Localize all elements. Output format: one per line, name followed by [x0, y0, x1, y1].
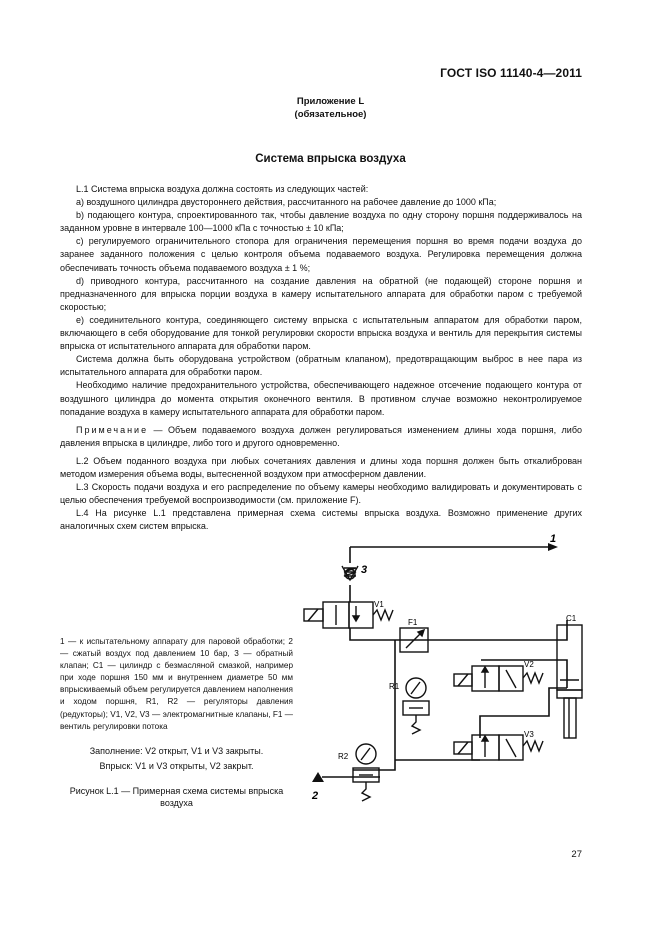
- regulator-r1: [403, 678, 429, 734]
- label-r1: R1: [389, 682, 400, 691]
- annex-title: Приложение L: [296, 96, 365, 107]
- valve-v2: [454, 666, 543, 691]
- annex-status: (обязательное): [294, 109, 367, 120]
- label-v2: V2: [524, 660, 534, 669]
- paragraph: L.1 Система впрыска воздуха должна состоять из следующих частей:: [76, 184, 369, 194]
- pipe: [350, 620, 567, 640]
- label-r2: R2: [338, 752, 349, 761]
- label-check: 3: [361, 564, 368, 576]
- paragraph: L.2 Объем поданного воздуха при любых сочетаниях давления и длины хода поршня должен быть откалиброван методом измерения объема воды, вытесненной воздухом при атмосферном давлении.: [60, 455, 582, 479]
- label-v1: V1: [374, 600, 384, 609]
- paragraph: d) приводного контура, рассчитанного на создание давления на обратной (не подающей) стороне поршня и предназначенного для впрыска порции воздуха в камеру испытательного аппарата для обработки паром с требуемой скоростью;: [60, 275, 582, 312]
- regulator-r2: [353, 744, 379, 801]
- label-c1: C1: [566, 614, 577, 623]
- paragraph: a) воздушного цилиндра двустороннего действия, рассчитанного на рабочее давление до 1000 кПа;: [76, 197, 497, 208]
- paragraph: b) подающего контура, спроектированного так, чтобы давление воздуха по одну сторону поршня поддерживалось на заданном уровне в интервале 100—1000 кПа с точностью ± 10 кПа;: [60, 210, 582, 234]
- check-valve: [342, 566, 358, 580]
- label-out: 1: [550, 533, 557, 545]
- note-text: — Объем подаваемого воздуха должен регулироваться изменением длины хода поршня, либо давления впрыска в цилиндре, либо того и другого одновременно.: [60, 424, 582, 448]
- section-title: Система впрыска воздуха: [255, 153, 406, 165]
- figure-legend: 1 — к испытательному аппарату для паровой обработки; 2 — сжатый воздух под давлением 10 бар, 3 — обратный клапан; С1 — цилиндр с безмасляной смазкой, например при ходе поршня 150 мм и внутреннем диаметре 50 мм впрыскиваемый объем регулируется давлением наполнения и ходом поршня, R1, R2 — регуляторы давления (редукторы); V1, V2, V3 — электромагнитные клапаны, F1 — вентиль регулировки потока: [60, 637, 293, 731]
- figure-caption: Рисунок L.1 — Примерная схема системы впрыска воздуха: [69, 786, 284, 808]
- fill-state: Заполнение: V2 открыт, V1 и V3 закрыты.: [89, 746, 264, 756]
- label-in: 2: [312, 790, 319, 802]
- paragraph: Необходимо наличие предохранительного устройства, обеспечивающего надежное отсечение подающего контура от воздушного цилиндра до момента открытия оконечного вентиля. В противном случае возможно неконтролируемое попадание воздуха в камеру испытательного аппарата для обработки паром.: [60, 380, 582, 417]
- paragraph: e) соединительного контура, соединяющего систему впрыска с испытательным аппаратом для обработки паром, включающего в себя оборудование для тонкой регулировки скорости впрыска воздуха и вентиль для перекрытия системы впрыска от испытательного аппарата для обработки паром.: [60, 314, 582, 352]
- inject-state: Впрыск: V1 и V3 открыты, V2 закрыт.: [99, 761, 254, 771]
- paragraph: L.4 На рисунке L.1 представлена примерная схема системы впрыска воздуха. Возможно применение других аналогичных схем систем впрыска.: [60, 508, 582, 532]
- label-f1: F1: [408, 618, 418, 627]
- note-label: Примечание: [76, 424, 149, 435]
- document-header: ГОСТ ISO 11140-4—2011: [440, 66, 582, 80]
- paragraph: c) регулируемого ограничительного стопора для ограничения перемещения поршня во время подачи воздуха до заранее заданного положения с целью контроля объема подаваемого воздуха. Регулировка перемещения должна обеспечивать точность объема подаваемого воздуха ± 1 %;: [60, 236, 582, 273]
- label-v3: V3: [524, 730, 534, 739]
- page-number: 27: [571, 849, 582, 860]
- output-arrow: [548, 533, 558, 551]
- cylinder-c1: [557, 625, 582, 738]
- paragraph: Система должна быть оборудована устройством (обратным клапаном), предотвращающим выброс в нее пара из испытательного аппарата для обработки паром.: [60, 354, 582, 378]
- paragraph: L.3 Скорость подачи воздуха и его распределение по объему камеры необходимо валидировать и документировать с целью обеспечения требуемой воспроизводимости (см. приложение F).: [60, 482, 582, 506]
